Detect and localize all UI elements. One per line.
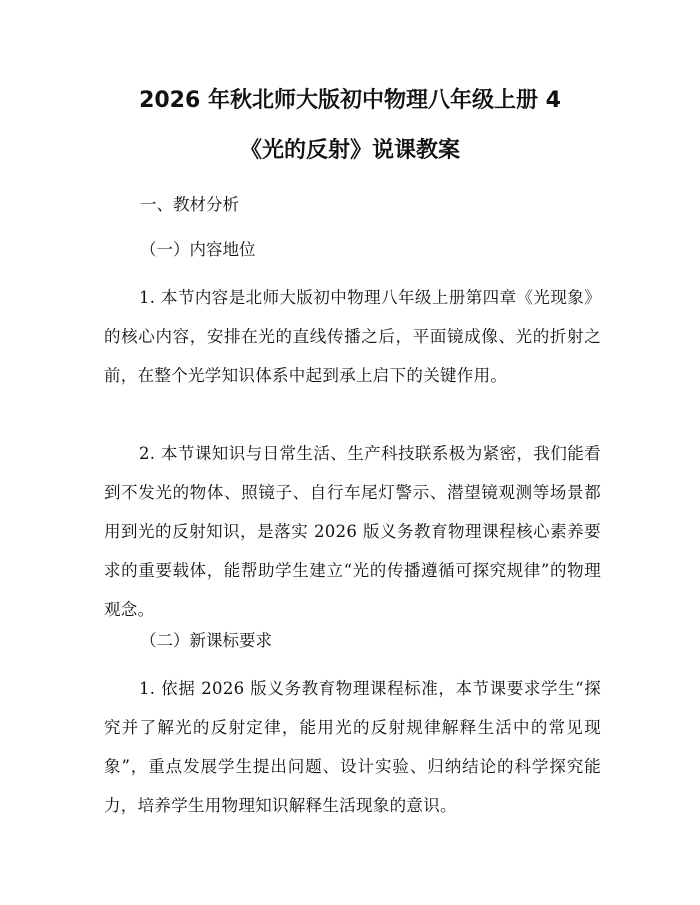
subsection-heading-content-position: （一）内容地位 — [140, 240, 256, 259]
paragraph-content-position-2: 2. 本节课知识与日常生活、生产科技联系极为紧密，我们能看到不发光的物体、照镜子、自行车尾灯警示、潜望镜观测等场景都用到光的反射知识，是落实 2026 版义务教育物理课程核心素养要求的重要载体，能帮助学生建立“光的传播遵循可探究规律”的物理观念。 — [104, 444, 601, 619]
paragraph-curriculum-requirements-1: 1. 依据 2026 版义务教育物理课程标准，本节课要求学生“探究并了解光的反射定律，能用光的反射规律解释生活中的常见现象”，重点发展学生提出问题、设计实验、归纳结论的科学探究能力，培养学生用物理知识解释生活现象的意识。 — [104, 679, 601, 815]
subsection-heading-curriculum-requirements: （二）新课标要求 — [140, 631, 272, 650]
document-title-line-1: 2026 年秋北师大版初中物理八年级上册 4 — [139, 88, 561, 113]
section-heading-textbook-analysis: 一、教材分析 — [140, 195, 239, 214]
document-title-line-2: 《光的反射》说课教案 — [239, 138, 460, 163]
paragraph-content-position-1: 1. 本节内容是北师大版初中物理八年级上册第四章《光现象》的核心内容，安排在光的直线传播之后，平面镜成像、光的折射之前，在整个光学知识体系中起到承上启下的关键作用。 — [104, 288, 601, 385]
